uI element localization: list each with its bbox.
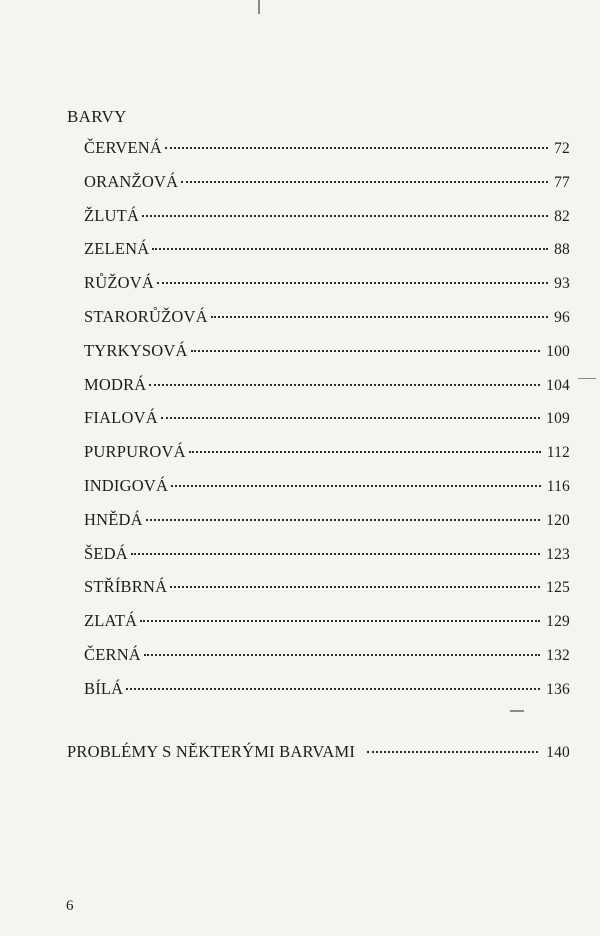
toc-entry-page: 72 [554, 140, 570, 157]
toc-entry [84, 442, 570, 476]
toc-entry-label: ORANŽOVÁ [84, 171, 179, 191]
toc-entry-label: PURPUROVÁ [84, 442, 186, 462]
toc-entry-label: STARORŮŽOVÁ [84, 306, 208, 326]
toc-entry-page: 93 [554, 275, 570, 293]
toc-entry [84, 239, 570, 273]
toc-entry-page: 82 [554, 207, 570, 225]
toc-entry-label: ŽLUTÁ [84, 205, 140, 225]
dot-leader [146, 519, 540, 521]
dot-leader [149, 384, 540, 386]
dot-leader [140, 620, 540, 622]
dot-leader [161, 417, 540, 419]
toc-entry-label: ŠEDÁ [84, 543, 128, 563]
toc-entry [84, 307, 570, 341]
toc-entry-page: 120 [546, 511, 570, 529]
toc-entry-label: TYRKYSOVÁ [84, 340, 188, 360]
dot-leader [181, 181, 548, 183]
dot-leader [191, 350, 541, 352]
toc-entry-page: 77 [554, 173, 570, 191]
section-title: BARVY [67, 107, 127, 126]
toc-entry-page: 88 [554, 241, 570, 259]
toc-entry-page: 129 [546, 613, 570, 631]
toc-entry [84, 206, 570, 240]
toc-entry-page: 116 [546, 477, 570, 495]
dot-leader [144, 654, 540, 656]
toc-final-label: PROBLÉMY S NĚKTERÝMI BARVAMI [67, 742, 356, 761]
toc-final-page: 140 [546, 744, 570, 761]
page-number: 6 [66, 898, 74, 914]
toc-entry [84, 408, 570, 442]
toc-entry [84, 645, 570, 679]
toc-entry-label: RŮŽOVÁ [84, 273, 154, 293]
toc-entry-label: MODRÁ [84, 374, 147, 394]
toc-entry-page: 104 [546, 376, 570, 394]
toc-final-entry [67, 742, 570, 762]
toc-entry [84, 611, 570, 645]
dot-leader [165, 147, 548, 149]
toc-entry [84, 172, 570, 206]
toc-entry-label: INDIGOVÁ [84, 475, 169, 495]
toc-entry-label: STŘÍBRNÁ [84, 577, 168, 597]
toc-entry-label: HNĚDÁ [84, 509, 143, 529]
toc-entry-page: 109 [546, 410, 570, 428]
dot-leader [126, 688, 540, 690]
toc-entry-page: 132 [546, 646, 570, 664]
dot-leader [152, 248, 548, 250]
toc-entry-page: 112 [546, 444, 570, 462]
toc-entry-page: 125 [546, 579, 570, 597]
dot-leader [171, 485, 541, 487]
dot-leader [157, 282, 548, 284]
dot-leader [367, 751, 538, 753]
toc-entry-page: 123 [546, 545, 570, 563]
toc-entry [84, 476, 570, 510]
toc-list [84, 138, 570, 713]
toc-entry-label: ZELENÁ [84, 239, 150, 259]
scan-mark [510, 710, 524, 712]
toc-entry-page: 100 [546, 342, 570, 360]
toc-entry-page: 96 [554, 308, 570, 326]
toc-entry-label: BÍLÁ [84, 678, 124, 698]
dot-leader [189, 451, 541, 453]
toc-entry [84, 273, 570, 307]
toc-entry-label: ZLATÁ [84, 611, 138, 631]
scan-mark [258, 0, 260, 14]
toc-entry [84, 577, 570, 611]
dot-leader [142, 215, 548, 217]
toc-entry [84, 544, 570, 578]
toc-entry-page: 136 [546, 680, 570, 698]
toc-entry-label: FIALOVÁ [84, 408, 158, 428]
toc-entry [84, 341, 570, 375]
dot-leader [211, 316, 548, 318]
toc-entry-label: ČERNÁ [84, 644, 141, 664]
scan-mark [578, 378, 596, 379]
toc-entry [84, 138, 570, 172]
toc-entry [84, 375, 570, 409]
dot-leader [170, 586, 540, 588]
toc-entry [84, 679, 570, 713]
toc-entry-label: ČERVENÁ [84, 138, 162, 157]
dot-leader [131, 553, 540, 555]
toc-entry [84, 510, 570, 544]
